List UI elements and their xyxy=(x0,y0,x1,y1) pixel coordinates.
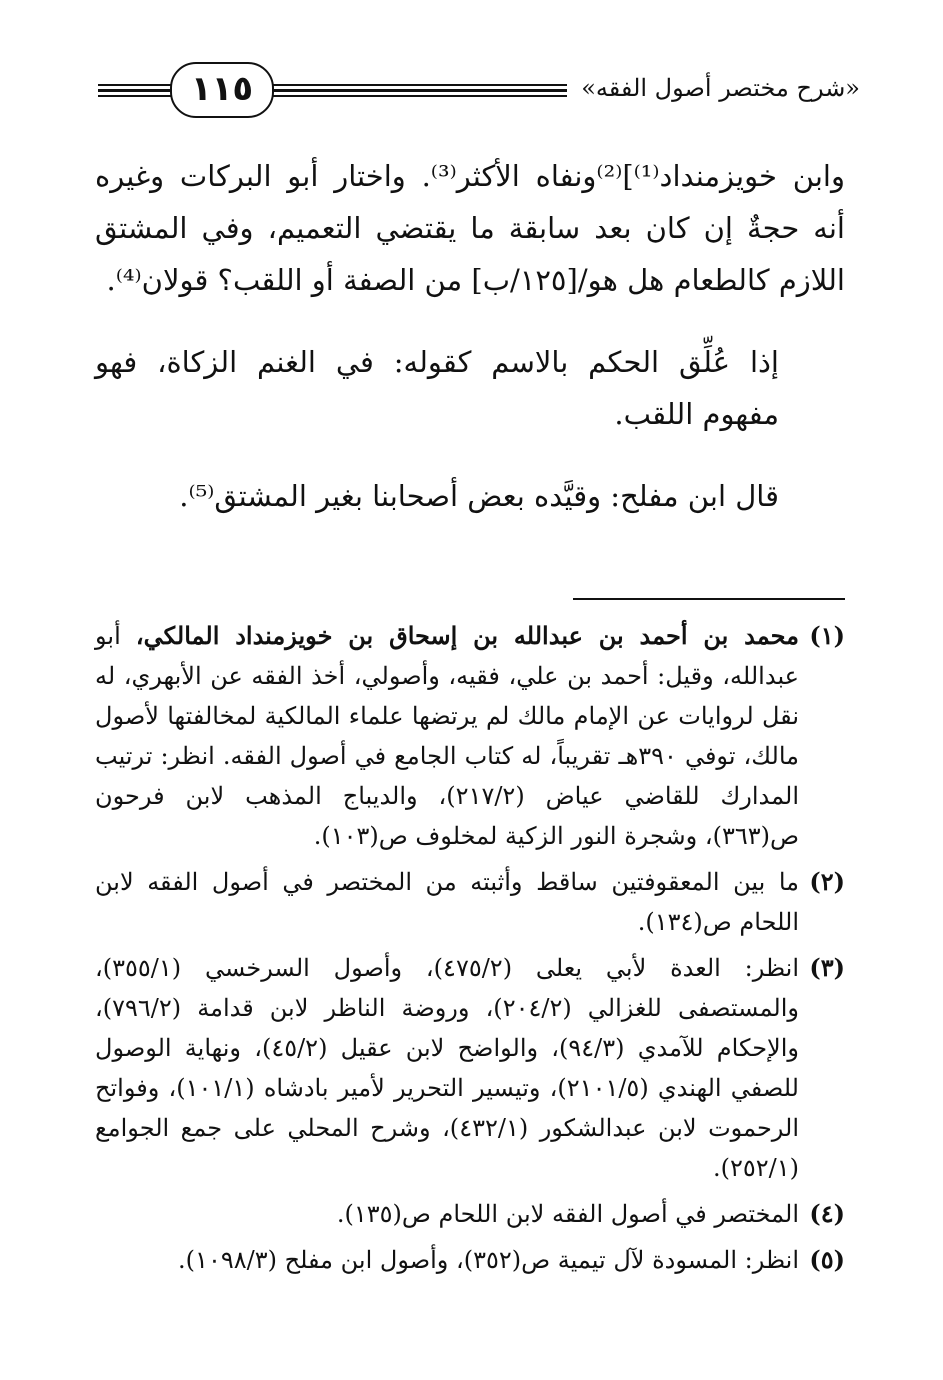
paragraph: وابن خويزمنداد⁽¹⁾]⁽²⁾ونفاه الأكثر⁽³⁾. واختار أبو البركات وغيره أنه حجةٌ إن كان بعد سابقة ما يقتضي التعميم، وفي المشتق اللازم كالطعام هل هو/[١٢٥/ب] من الصفة أو اللقب؟ قولان⁽⁴⁾. xyxy=(95,159,845,297)
footnote-text: ما بين المعقوفتين ساقط وأثبته من المختصر في أصول الفقه لابن اللحام ص(١٣٤). xyxy=(95,868,799,936)
paragraph: إذا عُلِّق الحكم بالاسم كقوله: في الغنم الزكاة، فهو مفهوم اللقب. xyxy=(95,345,779,431)
footnote xyxy=(95,616,845,856)
page-header xyxy=(98,62,860,118)
footnote xyxy=(95,948,845,1188)
footnote-number: (٥) xyxy=(809,1245,845,1274)
footnote-text: انظر: المسودة لآل تيمية ص(٣٥٢)، وأصول ابن مفلح (١٠٩٨/٣). xyxy=(178,1246,799,1274)
running-title: «شرح مختصر أصول الفقه» xyxy=(567,70,860,106)
footnote-text: المختصر في أصول الفقه لابن اللحام ص(١٣٥). xyxy=(336,1200,799,1228)
footnote xyxy=(95,1240,845,1280)
footnote-number: (٤) xyxy=(809,1199,845,1228)
paragraph: قال ابن مفلح: وقيَّده بعض أصحابنا بغير المشتق⁽⁵⁾. xyxy=(179,479,779,513)
footnote-text: انظر: العدة لأبي يعلى (٤٧٥/٢)، وأصول السرخسي (٣٥٥/١)، والمستصفى للغزالي (٢٠٤/٢)، وروضة الناظر لابن قدامة (٧٩٦/٢)، والإحكام للآمدي (٩٤/٣)، والواضح لابن عقيل (٤٥/٢)، ونهاية الوصول للصفي الهندي (٢١٠١/٥)، وتيسير التحرير لأمير بادشاه (١٠١/١)، وفواتح الرحموت لابن عبدالشكور (٤٣٢/١)، وشرح المحلي على جمع الجوامع (٢٥٢/١). xyxy=(95,954,800,1182)
footnote xyxy=(95,1194,845,1234)
footnote-number: (٣) xyxy=(809,953,845,982)
footnotes xyxy=(95,616,845,1286)
main-text xyxy=(95,150,845,522)
page-number: ١١٥ xyxy=(170,62,274,118)
footnote-text xyxy=(95,616,799,856)
footnote-number: (٢) xyxy=(809,867,845,896)
footnote-number: (١) xyxy=(809,621,845,650)
footnote-divider xyxy=(573,598,845,600)
footnote-body: أبو عبدالله، وقيل: أحمد بن علي، فقيه، وأصولي، أخذ الفقه عن الأبهري، له نقل لروايات عن الإمام مالك لم يرتضها علماء المالكية لمخالفتها لأصول مالك، توفي ٣٩٠هـ تقريباً، له كتاب الجامع في أصول الفقه. انظر: ترتيب المدارك للقاضي عياض (٢١٧/٢)، والديباج المذهب لابن فرحون ص(٣٦٣)، وشجرة النور الزكية لمخلوف ص(١٠٣). xyxy=(95,622,800,850)
footnote xyxy=(95,862,845,942)
footnote-lead: محمد بن أحمد بن عبدالله بن إسحاق بن خويزمنداد المالكي، xyxy=(135,621,800,650)
